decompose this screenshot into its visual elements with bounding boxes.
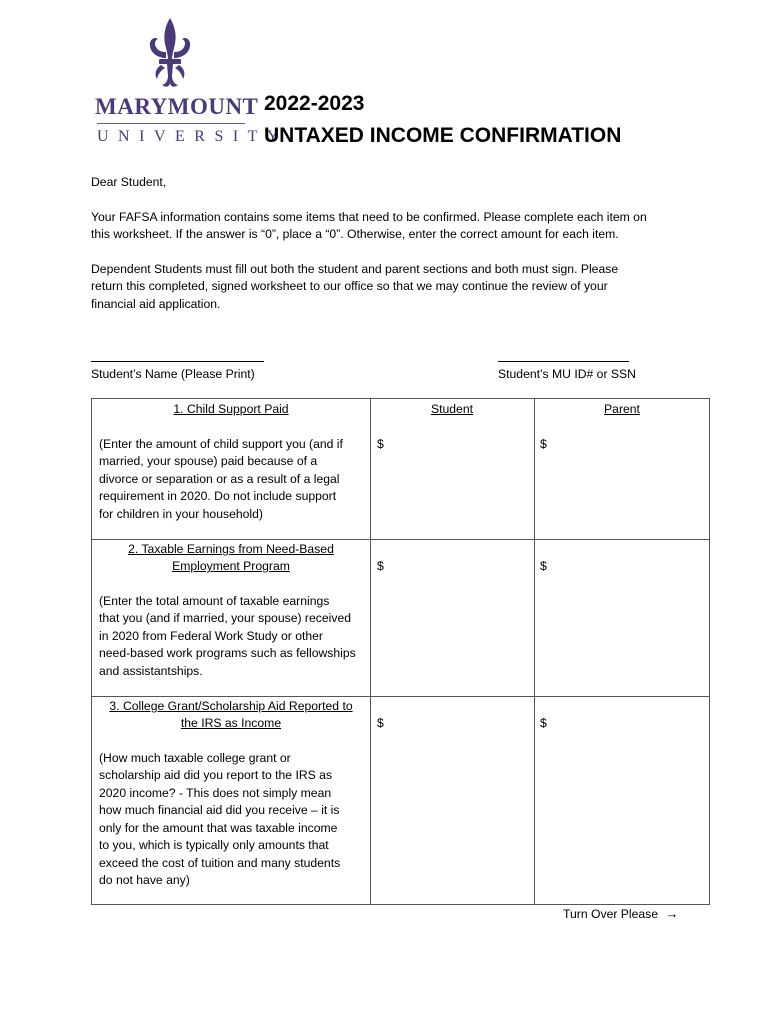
item-2-desc: that you (and if married, your spouse) received — [99, 611, 351, 625]
turn-over-label: Turn Over Please — [563, 907, 659, 921]
dependent-line-3: financial aid application. — [91, 297, 221, 311]
item-1-desc: divorce or separation or as a result of a legal — [99, 472, 340, 486]
item-3-parent-amount[interactable]: $ — [540, 716, 547, 730]
item-3-desc: scholarship aid did you report to the IRS as — [99, 768, 333, 782]
item-3-desc: how much financial aid did you receive – it is — [99, 803, 340, 817]
col-header-parent: Parent — [604, 402, 640, 416]
item-1-desc: requirement in 2020. Do not include support — [99, 489, 337, 503]
item-1-title: 1. Child Support Paid — [173, 402, 289, 416]
item-2-desc: need-based work programs such as fellowships — [99, 646, 356, 660]
table-divider — [370, 399, 371, 904]
item-1-desc: married, your spouse) paid because of a — [99, 454, 318, 468]
logo-wordmark: MARYMOUNT — [95, 94, 259, 119]
item-3-desc: (How much taxable college grant or — [99, 751, 291, 765]
item-3-desc: to you, which is typically only amounts that — [99, 838, 329, 852]
student-name-label: Student’s Name (Please Print) — [91, 367, 255, 381]
table-divider — [534, 399, 535, 904]
item-2-desc: (Enter the total amount of taxable earnings — [99, 594, 330, 608]
row-divider — [92, 539, 709, 540]
item-2-desc: and assistantships. — [99, 664, 203, 678]
university-logo — [95, 18, 288, 150]
item-3-desc: 2020 income? - This does not simply mean — [99, 786, 332, 800]
instructions-line-2: this worksheet. If the answer is “0”, place a “0”. Otherwise, enter the correct amount for each item. — [91, 227, 619, 241]
item-2-parent-amount[interactable]: $ — [540, 559, 547, 573]
item-1-desc: (Enter the amount of child support you (and if — [99, 437, 343, 451]
item-3-student-amount[interactable]: $ — [377, 716, 384, 730]
student-name-field[interactable] — [91, 361, 264, 362]
col-header-student: Student — [430, 402, 473, 416]
student-id-field[interactable] — [498, 361, 629, 362]
item-3-desc: only for the amount that was taxable income — [99, 821, 338, 835]
greeting: Dear Student, — [91, 175, 167, 189]
item-3-title: 3. College Grant/Scholarship Aid Reported to — [109, 699, 353, 713]
row-divider — [92, 696, 709, 697]
form-year: 2022-2023 — [264, 92, 365, 115]
student-id-label: Student’s MU ID# or SSN — [498, 367, 636, 381]
item-1-parent-amount[interactable]: $ — [540, 437, 547, 451]
item-1-student-amount[interactable]: $ — [377, 437, 384, 451]
turn-over-note — [563, 905, 678, 924]
item-3-desc: do not have any) — [99, 873, 190, 887]
dependent-line-2: return this completed, signed worksheet to our office so that we may continue the review of your — [91, 279, 608, 293]
item-2-title: 2. Taxable Earnings from Need-Based — [128, 542, 334, 556]
item-2-title: Employment Program — [172, 559, 290, 573]
item-3-desc: exceed the cost of tuition and many students — [99, 856, 341, 870]
fleur-de-lis-icon — [147, 18, 193, 90]
item-2-desc: in 2020 from Federal Work Study or other — [99, 629, 323, 643]
item-2-student-amount[interactable]: $ — [377, 559, 384, 573]
form-title: UNTAXED INCOME CONFIRMATION — [264, 124, 622, 147]
item-3-title: the IRS as Income — [180, 716, 282, 730]
instructions-line-1: Your FAFSA information contains some items that need to be confirmed. Please complete each item on — [91, 210, 647, 224]
dependent-line-1: Dependent Students must fill out both the student and parent sections and both must sign. Please — [91, 262, 619, 276]
logo-divider — [97, 123, 245, 124]
logo-subtitle: UNIVERSITY — [97, 128, 288, 145]
arrow-right-icon: → — [665, 906, 679, 921]
item-1-desc: for children in your household) — [99, 507, 263, 521]
income-table — [91, 398, 710, 905]
